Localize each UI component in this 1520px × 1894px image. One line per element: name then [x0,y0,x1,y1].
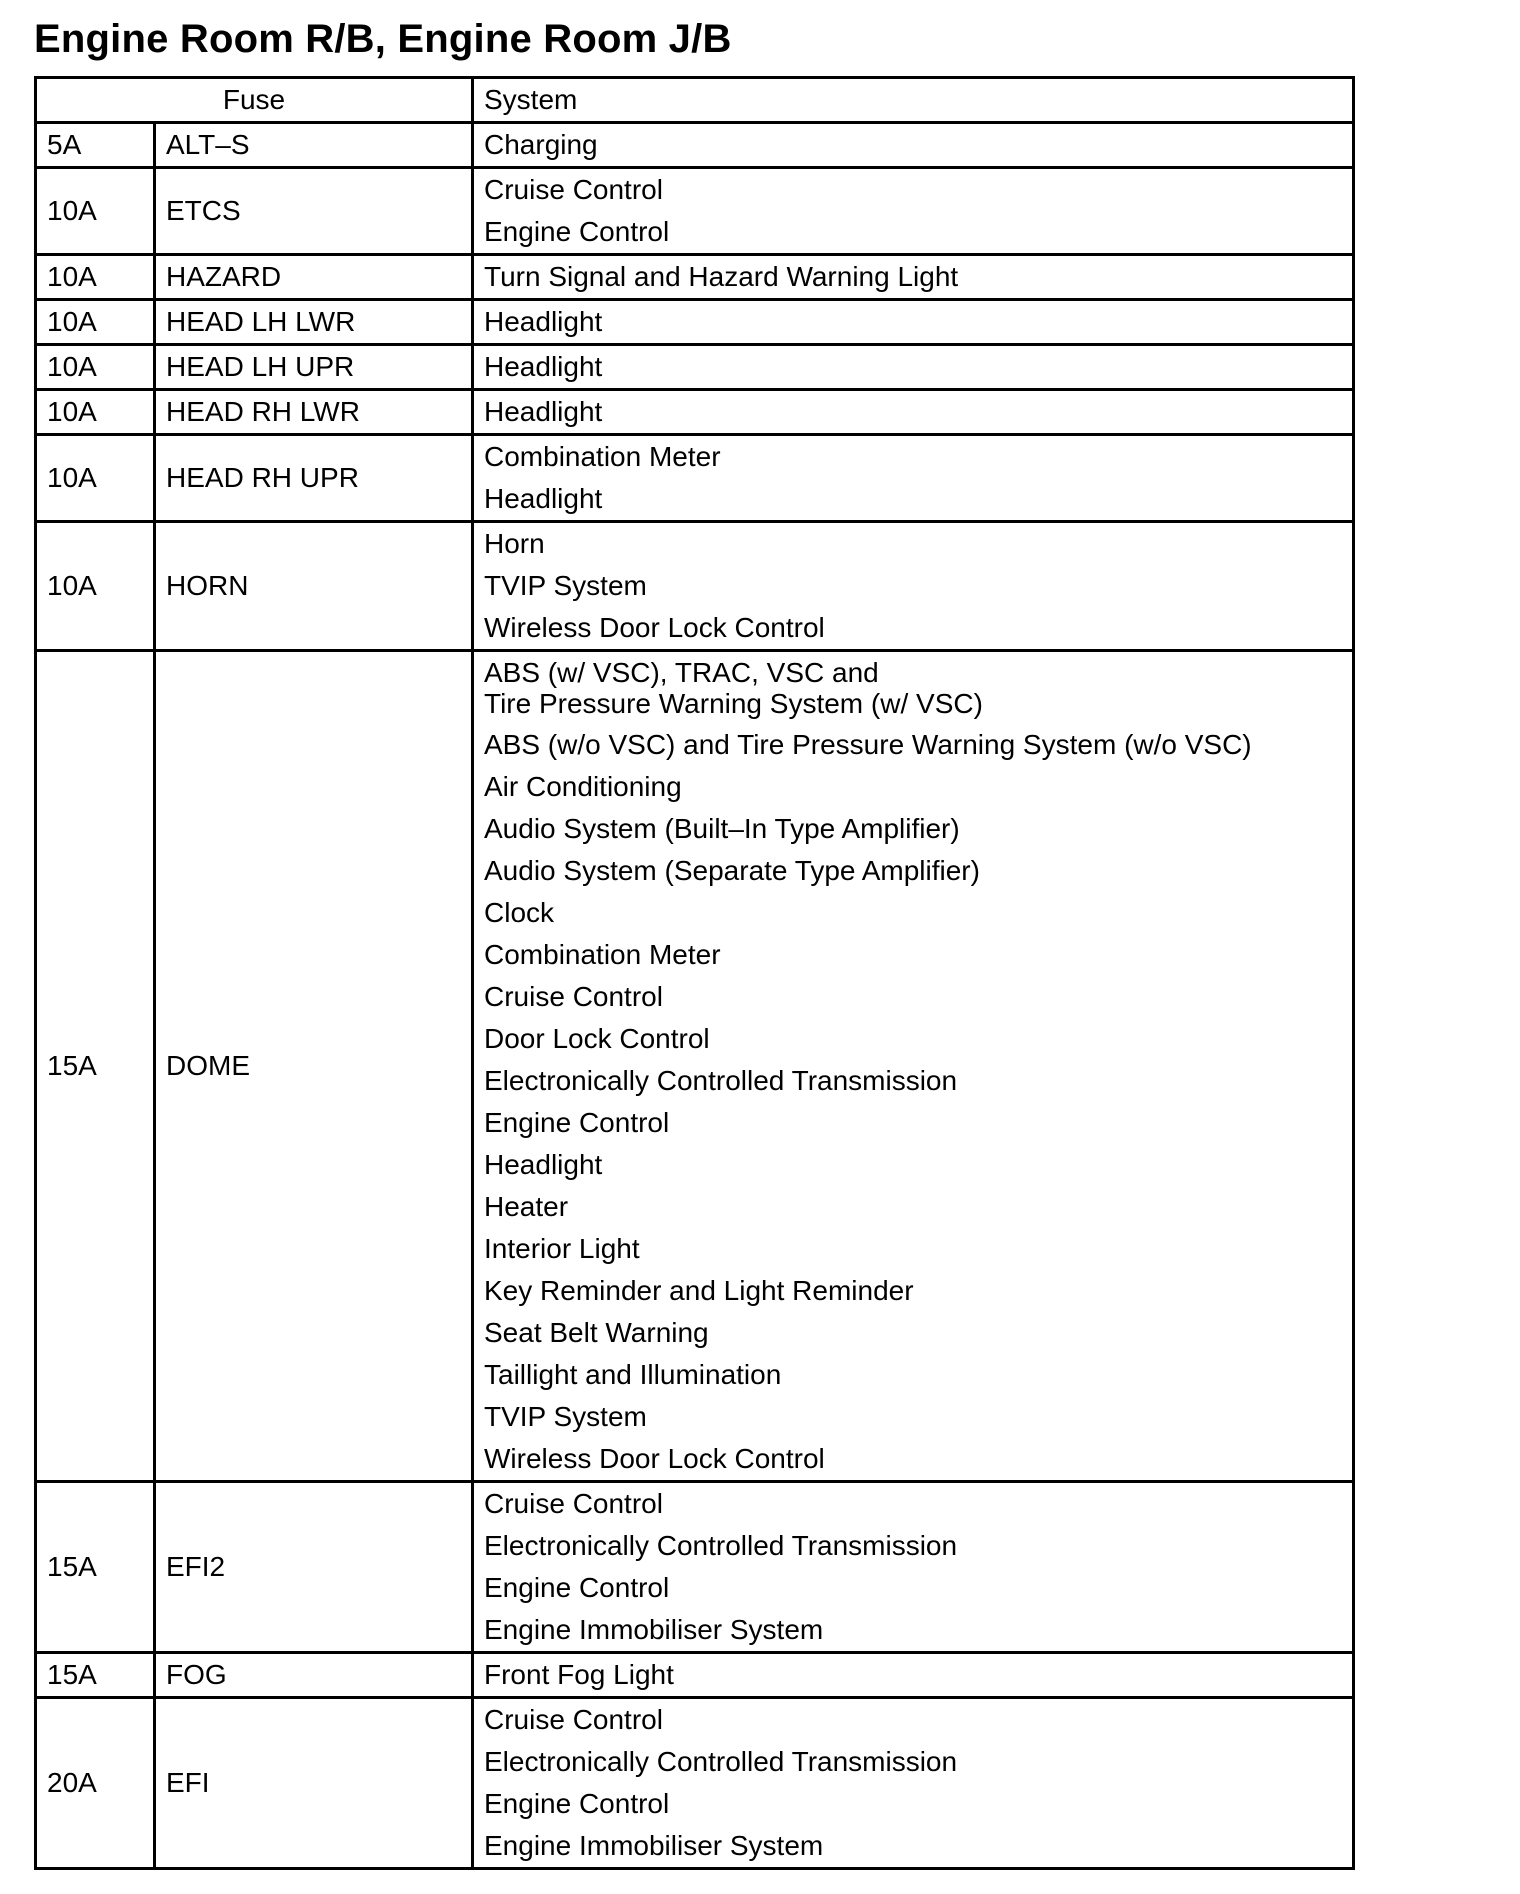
system-item: Audio System (Built–In Type Amplifier) [484,813,960,844]
fuse-name: HEAD RH UPR [155,435,473,522]
system-item: Combination Meter [484,441,721,472]
system-list [484,523,1352,649]
system-cell [473,255,1354,300]
system-item: Charging [484,129,598,160]
fuse-name: ALT–S [155,123,473,168]
fuse-amperage: 15A [36,651,155,1482]
table-row [36,1698,1354,1869]
system-item: Headlight [484,1149,603,1180]
system-list [484,391,1352,433]
system-item: Engine Control [484,216,670,247]
fuse-name: HEAD LH LWR [155,300,473,345]
system-list [484,1483,1352,1651]
system-cell [473,1698,1354,1869]
system-item: TVIP System [484,1401,647,1432]
system-cell [473,123,1354,168]
fuse-name: ETCS [155,168,473,255]
system-item: Horn [484,528,545,559]
table-row [36,300,1354,345]
system-list [484,256,1352,298]
table-row [36,345,1354,390]
fuse-header: Fuse [36,78,473,123]
system-item: Engine Control [484,1107,670,1138]
system-cell [473,300,1354,345]
system-cell [473,390,1354,435]
system-item: Headlight [484,483,603,514]
system-item: Air Conditioning [484,771,682,802]
system-item: Electronically Controlled Transmission [484,1746,958,1777]
table-row [36,1653,1354,1698]
system-item: Heater [484,1191,569,1222]
system-item: Headlight [484,306,603,337]
fuse-amperage: 20A [36,1698,155,1869]
table-row [36,123,1354,168]
system-cell [473,522,1354,651]
system-item: Cruise Control [484,981,663,1012]
system-item: Engine Control [484,1572,670,1603]
system-cell [473,651,1354,1482]
fuse-amperage: 5A [36,123,155,168]
system-item: Front Fog Light [484,1659,674,1690]
system-item: Headlight [484,396,603,427]
system-item: Headlight [484,351,603,382]
system-list [484,169,1352,253]
system-cell [473,435,1354,522]
table-row [36,390,1354,435]
system-item: Electronically Controlled Transmission [484,1530,958,1561]
system-cell [473,168,1354,255]
system-item: Electronically Controlled Transmission [484,1065,958,1096]
fuse-name: DOME [155,651,473,1482]
system-item: Key Reminder and Light Reminder [484,1275,914,1306]
fuse-amperage: 15A [36,1482,155,1653]
fuse-name: HAZARD [155,255,473,300]
system-list [484,436,1352,520]
system-list [484,1654,1352,1696]
system-item: Cruise Control [484,1704,663,1735]
table-row [36,522,1354,651]
system-cell [473,1482,1354,1653]
system-item: TVIP System [484,570,647,601]
fuse-table [34,76,1355,1870]
system-item: ABS (w/o VSC) and Tire Pressure Warning System (w/o VSC) [484,729,1252,760]
system-item: ABS (w/ VSC), TRAC, VSC and Tire Pressure Warning System (w/ VSC) [484,657,983,719]
fuse-table-body [36,123,1354,1869]
table-header-row [36,78,1354,123]
fuse-name: FOG [155,1653,473,1698]
fuse-amperage: 10A [36,345,155,390]
fuse-amperage: 10A [36,255,155,300]
fuse-name: EFI [155,1698,473,1869]
system-item: Cruise Control [484,174,663,205]
system-item: Wireless Door Lock Control [484,1443,825,1474]
fuse-amperage: 10A [36,168,155,255]
system-list [484,124,1352,166]
table-row [36,255,1354,300]
system-item: Engine Immobiliser System [484,1830,824,1861]
table-row [36,651,1354,1482]
system-item: Engine Immobiliser System [484,1614,824,1645]
system-item: Cruise Control [484,1488,663,1519]
system-item: Turn Signal and Hazard Warning Light [484,261,959,292]
system-item: Wireless Door Lock Control [484,612,825,643]
system-list [484,1699,1352,1867]
system-list [484,301,1352,343]
fuse-name: HORN [155,522,473,651]
system-cell [473,1653,1354,1698]
system-item: Seat Belt Warning [484,1317,709,1348]
system-item: Combination Meter [484,939,721,970]
system-item: Audio System (Separate Type Amplifier) [484,855,980,886]
system-item: Door Lock Control [484,1023,710,1054]
system-list [484,652,1352,1480]
fuse-name: EFI2 [155,1482,473,1653]
fuse-amperage: 10A [36,300,155,345]
system-item: Clock [484,897,555,928]
system-item: Engine Control [484,1788,670,1819]
system-item: Taillight and Illumination [484,1359,782,1390]
table-row [36,1482,1354,1653]
table-row [36,435,1354,522]
table-row [36,168,1354,255]
fuse-amperage: 15A [36,1653,155,1698]
fuse-name: HEAD LH UPR [155,345,473,390]
fuse-name: HEAD RH LWR [155,390,473,435]
system-header: System [473,78,1354,123]
page-title: Engine Room R/B, Engine Room J/B [34,17,732,61]
system-item: Interior Light [484,1233,640,1264]
fuse-amperage: 10A [36,435,155,522]
system-list [484,346,1352,388]
fuse-amperage: 10A [36,522,155,651]
fuse-amperage: 10A [36,390,155,435]
system-cell [473,345,1354,390]
